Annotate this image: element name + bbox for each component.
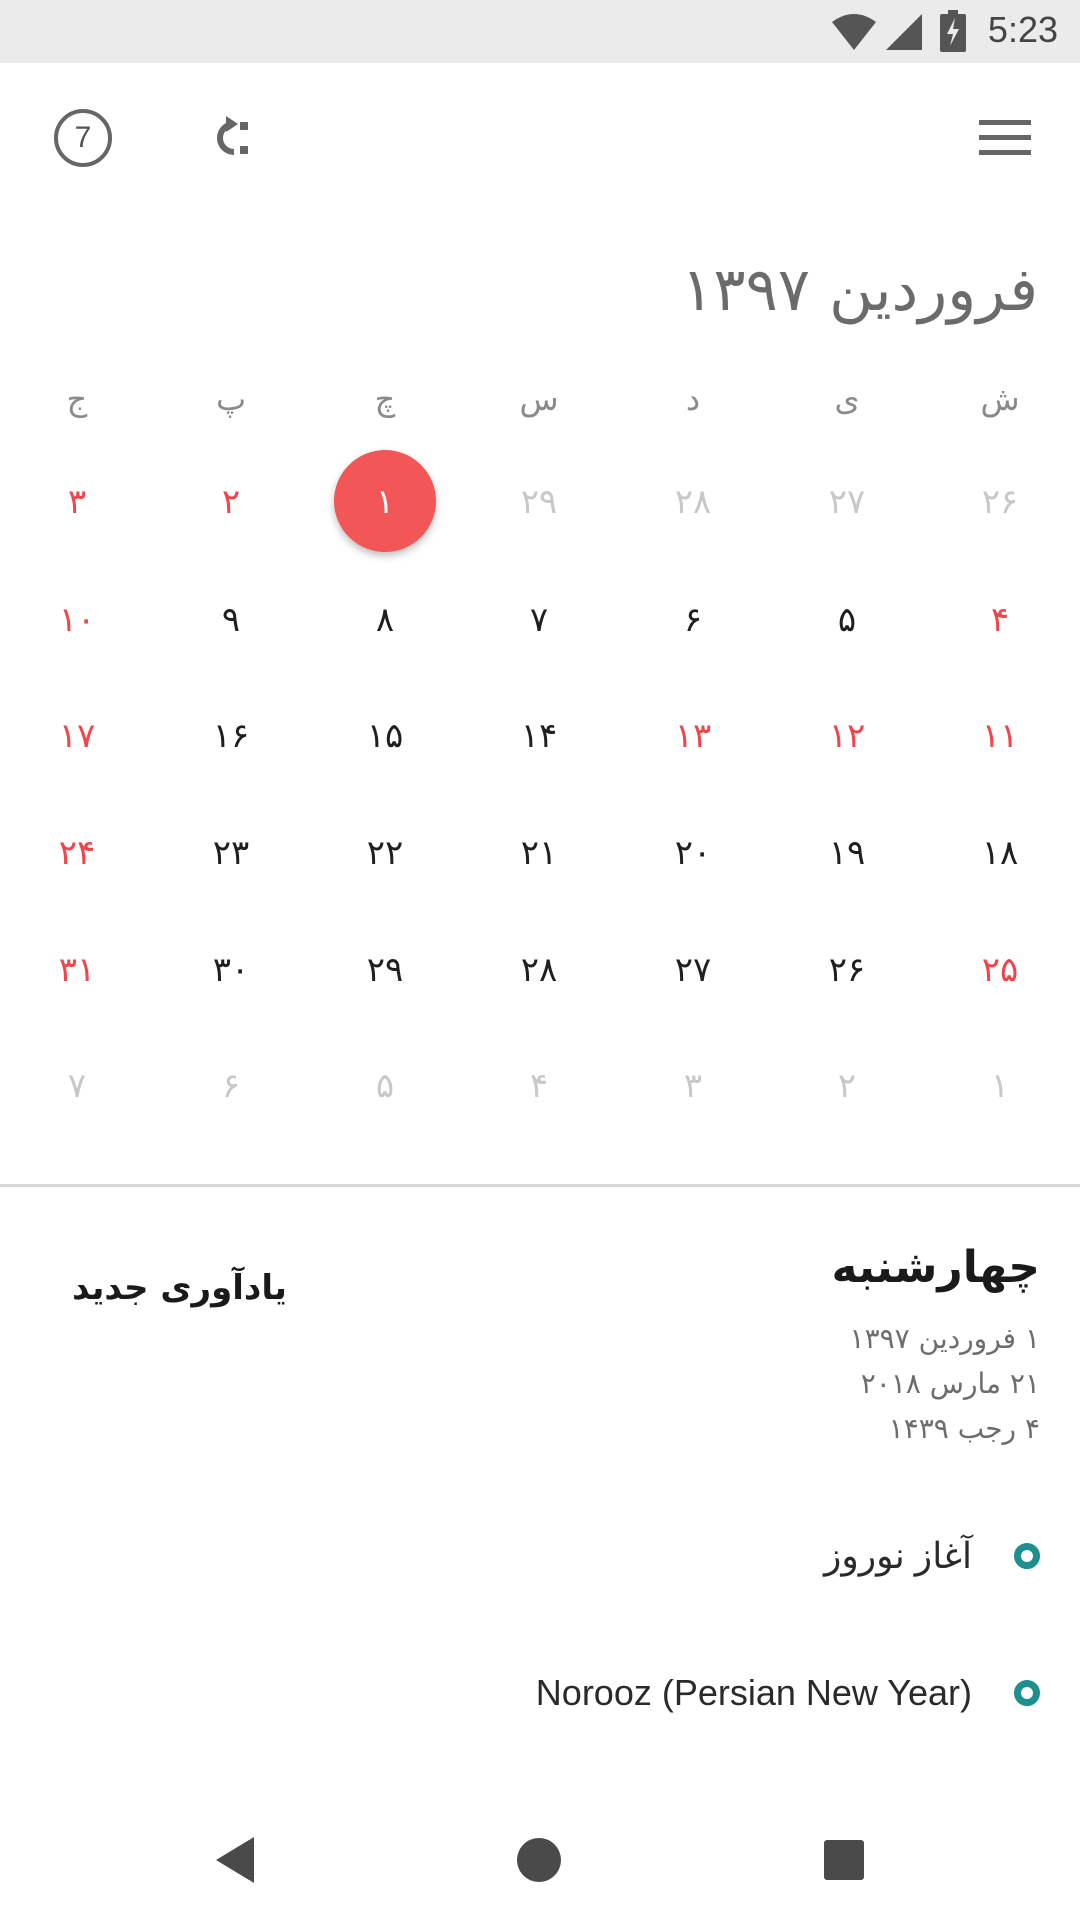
- wifi-icon: [830, 12, 878, 52]
- day-cell[interactable]: [308, 920, 462, 1020]
- menu-button[interactable]: [970, 105, 1040, 171]
- day-cell[interactable]: [923, 1036, 1077, 1136]
- today-button[interactable]: [50, 105, 116, 171]
- event-item[interactable]: [824, 1526, 1040, 1586]
- weekday-header: ش: [980, 380, 1020, 418]
- day-number: ۵: [837, 600, 857, 640]
- day-cell[interactable]: [0, 686, 154, 786]
- event-title: آغاز نوروز: [824, 1535, 972, 1576]
- today-badge-number: 7: [74, 121, 92, 154]
- event-item[interactable]: [536, 1663, 1040, 1723]
- day-cell[interactable]: [462, 570, 616, 670]
- day-cell[interactable]: [0, 920, 154, 1020]
- navigation-bar: [0, 1800, 1080, 1920]
- weekday-header: د: [685, 380, 701, 418]
- day-cell[interactable]: [616, 686, 770, 786]
- day-cell[interactable]: [462, 803, 616, 903]
- day-number: ۱: [990, 1066, 1010, 1106]
- day-cell[interactable]: [462, 1036, 616, 1136]
- day-number: ۱۶: [212, 716, 250, 756]
- day-number: ۳۱: [58, 950, 96, 990]
- day-number: ۲۷: [828, 482, 866, 522]
- day-number: ۱۵: [366, 716, 404, 756]
- day-number: ۱۳: [674, 716, 712, 756]
- day-number: ۷: [529, 600, 549, 640]
- day-number: ۵: [375, 1066, 395, 1106]
- day-cell[interactable]: [462, 452, 616, 552]
- day-cell[interactable]: [154, 920, 308, 1020]
- persian-date: ۱ فروردین ۱۳۹۷: [849, 1322, 1040, 1355]
- day-number: ۱۷: [58, 716, 96, 756]
- selected-weekday: چهارشنبه: [831, 1242, 1040, 1293]
- status-bar: [0, 0, 1080, 63]
- day-number: ۴: [529, 1066, 549, 1106]
- day-number: ۹: [221, 600, 241, 640]
- day-cell[interactable]: [923, 803, 1077, 903]
- day-cell[interactable]: [308, 803, 462, 903]
- weekday-header: چ: [374, 380, 396, 418]
- day-cell[interactable]: [923, 686, 1077, 786]
- today-badge-icon: [54, 109, 112, 167]
- recents-icon[interactable]: [822, 1835, 866, 1885]
- menu-icon: [979, 118, 1031, 158]
- day-number: ۶: [221, 1066, 241, 1106]
- day-cell[interactable]: [770, 686, 924, 786]
- day-number: ۲۶: [828, 950, 866, 990]
- day-number: ۲۵: [981, 950, 1019, 990]
- event-dot-icon: [1014, 1543, 1040, 1569]
- day-cell[interactable]: [923, 452, 1077, 552]
- month-title[interactable]: فروردین ۱۳۹۷: [681, 255, 1038, 325]
- day-number: ۱۱: [981, 716, 1019, 756]
- day-cell[interactable]: [462, 686, 616, 786]
- day-number: ۲۷: [674, 950, 712, 990]
- weekday-header: ی: [834, 380, 860, 418]
- day-cell[interactable]: [154, 686, 308, 786]
- day-number: ۲۱: [520, 833, 558, 873]
- day-number: ۱: [375, 482, 395, 522]
- day-number: ۲۲: [366, 833, 404, 873]
- day-number: ۸: [375, 600, 395, 640]
- day-number: ۶: [683, 600, 703, 640]
- day-cell[interactable]: [308, 686, 462, 786]
- day-number: ۲۹: [520, 482, 558, 522]
- status-time: 5:23: [987, 9, 1058, 50]
- day-number: ۲: [837, 1066, 857, 1106]
- sync-button[interactable]: [196, 105, 262, 171]
- day-number: ۲۸: [674, 482, 712, 522]
- day-cell[interactable]: [616, 452, 770, 552]
- day-cell[interactable]: [154, 803, 308, 903]
- day-number: ۱۹: [828, 833, 866, 873]
- day-number: ۲۳: [212, 833, 250, 873]
- back-icon[interactable]: [212, 1835, 260, 1885]
- toolbar: [0, 63, 1080, 211]
- day-cell[interactable]: [770, 920, 924, 1020]
- day-cell[interactable]: [308, 1036, 462, 1136]
- islamic-date: ۴ رجب ۱۴۳۹: [888, 1412, 1040, 1445]
- day-cell[interactable]: [0, 803, 154, 903]
- day-cell[interactable]: [0, 1036, 154, 1136]
- day-cell[interactable]: [154, 452, 308, 552]
- day-number: ۳۰: [212, 950, 250, 990]
- day-number: ۲۰: [674, 833, 712, 873]
- event-title: Norooz (Persian New Year): [535, 1672, 972, 1713]
- day-number: ۲۹: [366, 950, 404, 990]
- day-cell[interactable]: [0, 452, 154, 552]
- weekday-header: ج: [66, 380, 88, 418]
- day-number: ۲۸: [520, 950, 558, 990]
- day-cell-selected[interactable]: [308, 452, 462, 552]
- day-number: ۷: [67, 1066, 87, 1106]
- day-number: ۱۰: [58, 600, 96, 640]
- divider: [0, 1184, 1080, 1187]
- day-cell[interactable]: [770, 452, 924, 552]
- day-cell[interactable]: [308, 570, 462, 670]
- signal-icon: [884, 12, 924, 52]
- day-number: ۱۸: [981, 833, 1019, 873]
- event-dot-icon: [1014, 1680, 1040, 1706]
- day-cell[interactable]: [616, 570, 770, 670]
- day-cell[interactable]: [154, 570, 308, 670]
- day-cell[interactable]: [616, 920, 770, 1020]
- day-cell[interactable]: [770, 803, 924, 903]
- day-number: ۲۴: [58, 833, 96, 873]
- new-reminder-button[interactable]: یادآوری جدید: [72, 1268, 287, 1308]
- day-cell[interactable]: [923, 920, 1077, 1020]
- day-number: ۲۶: [981, 482, 1019, 522]
- day-cell[interactable]: [616, 803, 770, 903]
- day-cell[interactable]: [616, 1036, 770, 1136]
- day-number: ۱۴: [520, 716, 558, 756]
- weekday-header: س: [519, 380, 559, 418]
- day-cell[interactable]: [923, 570, 1077, 670]
- day-cell[interactable]: [462, 920, 616, 1020]
- day-number: ۲: [221, 482, 241, 522]
- day-number: ۴: [990, 600, 1010, 640]
- day-cell[interactable]: [770, 570, 924, 670]
- weekday-header: پ: [215, 380, 247, 418]
- sync-icon: [204, 114, 254, 162]
- day-number: ۳: [67, 482, 87, 522]
- battery-charging-icon: [940, 10, 966, 52]
- day-number: ۱۲: [828, 716, 866, 756]
- home-icon[interactable]: [516, 1835, 562, 1885]
- day-number: ۳: [683, 1066, 703, 1106]
- day-cell[interactable]: [0, 570, 154, 670]
- gregorian-date: ۲۱ مارس ۲۰۱۸: [860, 1367, 1040, 1400]
- day-cell[interactable]: [154, 1036, 308, 1136]
- day-cell[interactable]: [770, 1036, 924, 1136]
